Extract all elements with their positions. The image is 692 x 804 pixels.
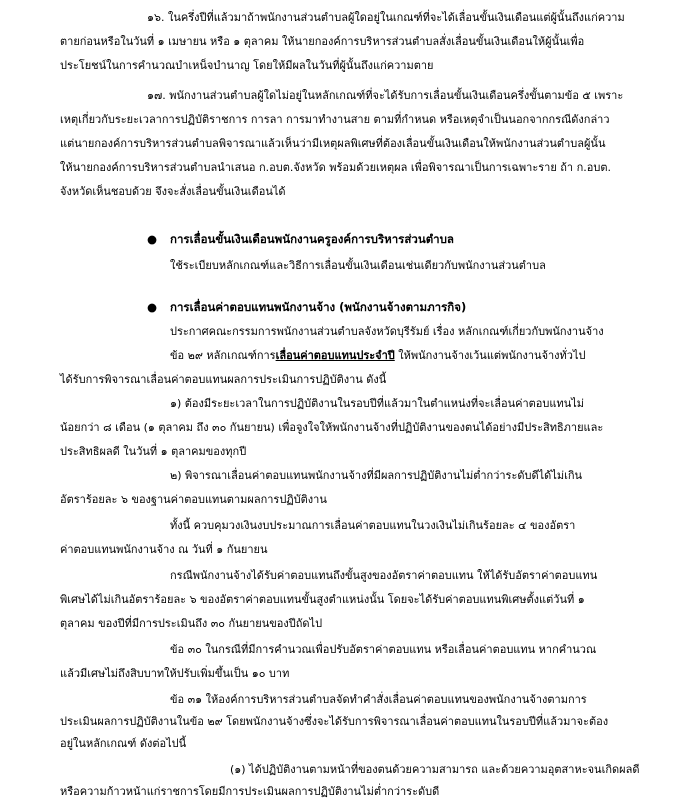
clause-16-line-1: ๑๖. ในครึ่งปีที่แล้วมาถ้าพนักงานส่วนตำบลผู้ใดอยู่ในเกณฑ์ที่จะได้เลื่อนขั้นเงินเดือนแต่ผู้นั้นถึงแก่ความ bbox=[147, 11, 625, 24]
item-1-line-1: ๑) ต้องมีระยะเวลาในการปฏิบัติงานในรอบปีที่แล้วมาในตำแหน่งที่จะเลื่อนค่าตอบแทนไม่ bbox=[170, 397, 585, 410]
clause-29-underlined-term: เลื่อนค่าตอบแทนประจำปี bbox=[275, 349, 395, 362]
clause-31-line-2: ประเมินผลการปฏิบัติงานในข้อ ๒๙ โดยพนักงานจ้างซึ่งจะได้รับการพิจารณาเลื่อนค่าตอบแทนในรอบปีที่แล้วมาจะต้อง bbox=[60, 715, 609, 728]
clause-17-line-3: แต่นายกองค์การบริหารส่วนตำบลพิจารณาแล้วเห็นว่ามีเหตุผลพิเศษที่ต้องเลื่อนขั้นเงินเดือนให้พนักงานส่วนตำบลผู้นั้น bbox=[60, 137, 606, 150]
clause-17-line-1: ๑๗. พนักงานส่วนตำบลผู้ใดไม่อยู่ในหลักเกณฑ์ที่จะได้รับการเลื่อนขั้นเงินเดือนครึ่งขั้นตามข้อ ๕ เพราะ bbox=[147, 89, 624, 102]
clause-29-line-1 bbox=[170, 348, 692, 363]
special-line-3: ตุลาคม ของปีที่มีการประเมินถึง ๓๐ กันยายนของปีถัดไป bbox=[60, 617, 323, 630]
clause-17-line-2: เหตุเกี่ยวกับระยะเวลาการปฏิบัติราชการ การลา การมาทำงานสาย ตามที่กำหนด หรือเหตุจำเป็นนอกจากกรณีดังกล่าว bbox=[60, 113, 610, 126]
clause-17-line-4: ให้นายกองค์การบริหารส่วนตำบลนำเสนอ ก.อบต.จังหวัด พร้อมด้วยเหตุผล เพื่อพิจารณาเป็นการเฉพาะราย ถ้า ก.อบต. bbox=[60, 161, 611, 174]
special-line-2: พิเศษได้ไม่เกินอัตราร้อยละ ๖ ของอัตราค่าตอบแทนขั้นสูงตำแหน่งนั้น โดยจะได้รับค่าตอบแทนพิเศษตั้งแต่วันที่ ๑ bbox=[60, 593, 585, 606]
section-employee-bullet: ● bbox=[147, 300, 158, 314]
criteria-1-line-2: หรือความก้าวหน้าแก่ราชการโดยมีการประเมินผลการปฏิบัติงานไม่ต่ำกว่าระดับดี bbox=[60, 785, 440, 798]
clause-30-line-1: ข้อ ๓๐ ในกรณีที่มีการคำนวณเพื่อปรับอัตราค่าตอบแทน หรือเลื่อนค่าตอบแทน หากคำนวณ bbox=[170, 643, 597, 656]
clause-17-line-5: จังหวัดเห็นชอบด้วย จึงจะสั่งเลื่อนขั้นเงินเดือนได้ bbox=[60, 185, 286, 198]
clause-16-line-3: ประโยชน์ในการคำนวณบำเหน็จบำนาญ โดยให้มีผลในวันที่ผู้นั้นถึงแก่ความตาย bbox=[60, 59, 434, 72]
clause-29-line-2: ได้รับการพิจารณาเลื่อนค่าตอบแทนผลการประเมินการปฏิบัติงาน ดังนี้ bbox=[60, 373, 387, 386]
item-2-line-1: ๒) พิจารณาเลื่อนค่าตอบแทนพนักงานจ้างที่มีผลการปฏิบัติงานไม่ต่ำกว่าระดับดีได้ไม่เกิน bbox=[170, 469, 583, 482]
criteria-1-line-1: (๑) ได้ปฏิบัติงานตามหน้าที่ของตนด้วยความสามารถ และด้วยความอุตสาหะจนเกิดผลดี bbox=[230, 763, 640, 776]
clause-16-line-2: ตายก่อนหรือในวันที่ ๑ เมษายน หรือ ๑ ตุลาคม ให้นายกองค์การบริหารส่วนตำบลสั่งเลื่อนขั้นเงินเดือนให้ผู้นั้นเพื่อ bbox=[60, 35, 585, 48]
section-teacher-text: ใช้ระเบียบหลักเกณฑ์และวิธีการเลื่อนขั้นเงินเดือนเช่นเดียวกับพนักงานส่วนตำบล bbox=[170, 259, 546, 272]
budget-line-1: ทั้งนี้ ควบคุมวงเงินงบประมาณการเลื่อนค่าตอบแทนในวงเงินไม่เกินร้อยละ ๔ ของอัตรา bbox=[170, 519, 576, 532]
clause-29-prefix: ข้อ ๒๙ หลักเกณฑ์การ bbox=[170, 349, 276, 362]
clause-30-line-2: แล้วมีเศษไม่ถึงสิบบาทให้ปรับเพิ่มขึ้นเป็น ๑๐ บาท bbox=[60, 667, 290, 680]
budget-line-2: ค่าตอบแทนพนักงานจ้าง ณ วันที่ ๑ กันยายน bbox=[60, 543, 268, 556]
special-line-1: กรณีพนักงานจ้างได้รับค่าตอบแทนถึงขั้นสูงของอัตราค่าตอบแทน ให้ได้รับอัตราค่าตอบแทน bbox=[170, 569, 598, 582]
section-teacher-heading: การเลื่อนขั้นเงินเดือนพนักงานครูองค์การบริหารส่วนตำบล bbox=[170, 232, 454, 246]
item-1-line-2: น้อยกว่า ๘ เดือน (๑ ตุลาคม ถึง ๓๐ กันยายน) เพื่อจูงใจให้พนักงานจ้างที่ปฏิบัติงานของตนได้อย่างมีประสิทธิภายและ bbox=[60, 421, 604, 434]
section-teacher-bullet: ● bbox=[147, 232, 158, 246]
clause-31-line-3: อยู่ในหลักเกณฑ์ ดังต่อไปนี้ bbox=[60, 737, 187, 750]
section-employee-heading: การเลื่อนค่าตอบแทนพนักงานจ้าง (พนักงานจ้างตามภารกิจ) bbox=[170, 300, 467, 314]
item-1-line-3: ประสิทธิผลดี ในวันที่ ๑ ตุลาคมของทุกปี bbox=[60, 445, 247, 458]
clause-29-suffix: ให้พนักงานจ้างเว้นแต่พนักงานจ้างทั่วไป bbox=[394, 349, 586, 362]
announcement-intro: ประกาศคณะกรรมการพนักงานส่วนตำบลจังหวัดบุรีรัมย์ เรื่อง หลักเกณฑ์เกี่ยวกับพนักงานจ้าง bbox=[170, 325, 604, 338]
clause-31-line-1: ข้อ ๓๑ ให้องค์การบริหารส่วนตำบลจัดทำคำสั่งเลื่อนค่าตอบแทนของพนักงานจ้างตามการ bbox=[170, 693, 587, 706]
item-2-line-2: อัตราร้อยละ ๖ ของฐานค่าตอบแทนตามผลการปฏิบัติงาน bbox=[60, 493, 327, 506]
